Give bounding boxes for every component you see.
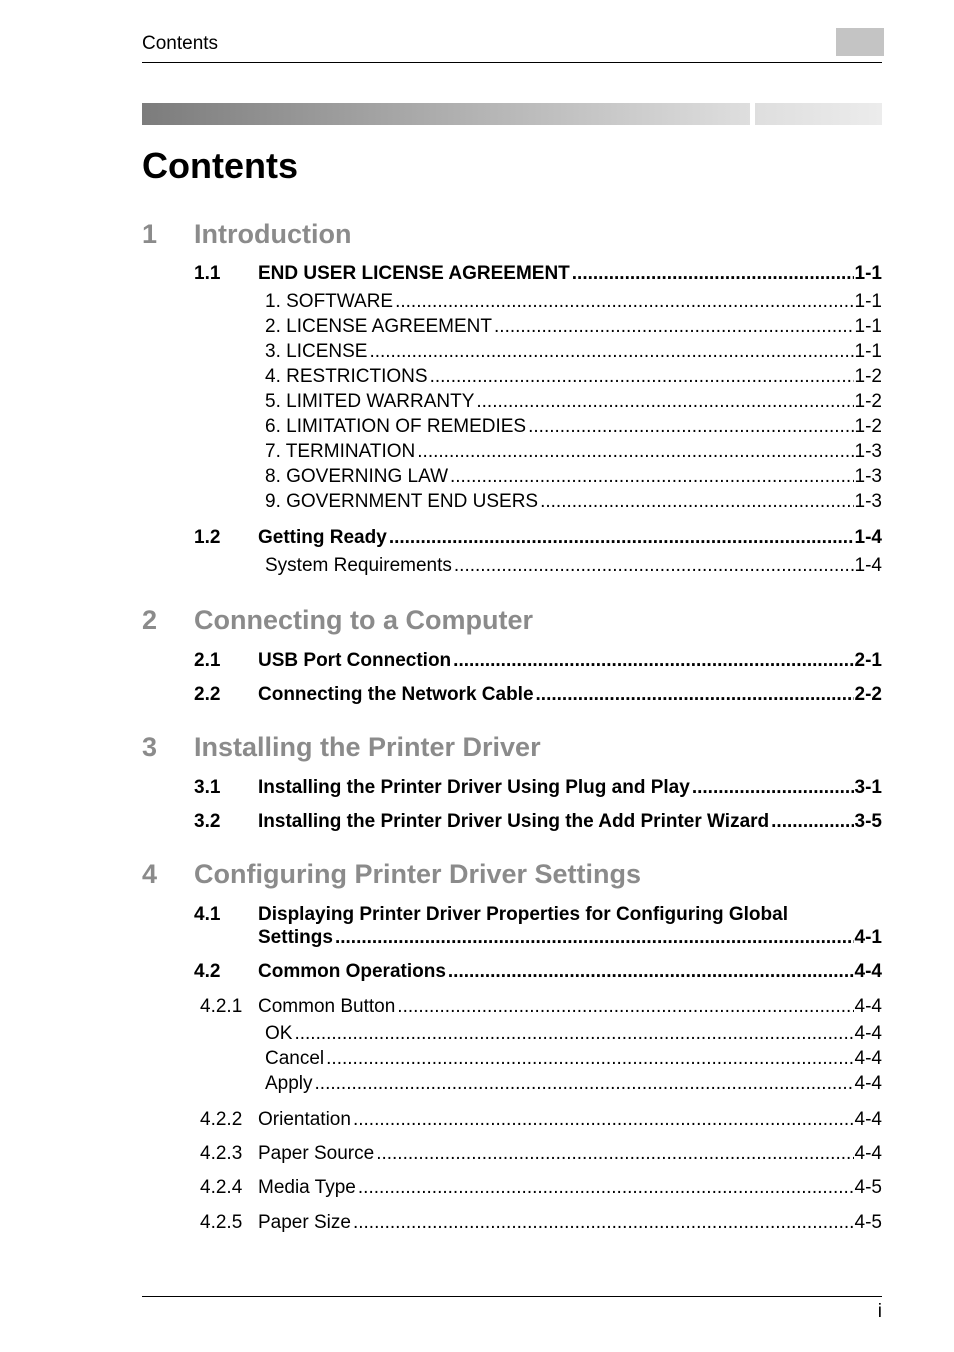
page-ref: 4-4 [854,1073,882,1094]
toc-item[interactable] [265,364,882,389]
subsection-label: Orientation [258,1109,351,1130]
header-rule [142,62,882,63]
section-label-row2 [258,926,882,949]
toc-section[interactable] [194,960,882,983]
section-label-line1: Displaying Printer Driver Properties for Configuring Global [258,904,788,925]
item-label: 5. LIMITED WARRANTY [265,391,475,412]
page-ref: 1-2 [854,391,882,412]
toc-item[interactable] [265,314,882,339]
subsection-label: Paper Source [258,1143,375,1164]
item-label: 3. LICENSE [265,341,368,362]
page-ref: 4-4 [854,996,882,1017]
item-label: System Requirements [265,555,452,576]
page-ref: 1-3 [854,491,882,512]
chapter-title: Introduction [194,219,352,249]
subsection-number: 4.2.5 [200,1212,243,1233]
section-number: 4.1 [194,904,221,925]
page-ref: 1-2 [854,366,882,387]
section-label-line2: Settings [258,927,333,948]
dot-leader [540,489,853,514]
dot-leader [369,339,853,364]
toc-item[interactable] [265,439,882,464]
item-label: Cancel [265,1048,325,1069]
page-ref: 1-1 [854,316,882,337]
toc-subsection[interactable] [200,1141,882,1166]
toc-subsection[interactable] [200,1175,882,1200]
dot-leader [397,994,853,1019]
item-label: 6. LIMITATION OF REMEDIES [265,416,527,437]
page-ref: 1-3 [854,441,882,462]
item-label: 4. RESTRICTIONS [265,366,428,387]
toc-subsection[interactable] [200,1210,882,1235]
dot-leader [326,1046,853,1071]
subsection-label: Paper Size [258,1212,351,1233]
chapter-number: 3 [142,732,158,762]
toc-section[interactable] [194,526,882,549]
dot-leader [417,439,853,464]
toc-item[interactable] [265,414,882,439]
section-number: 4.2 [194,961,221,982]
chapter-number: 1 [142,219,158,249]
page-ref: 1-2 [854,416,882,437]
page-ref: 1-1 [854,341,882,362]
dot-leader [335,926,854,949]
title-banner [142,103,882,125]
dot-leader [454,553,854,578]
section-label: Getting Ready [258,527,387,548]
page-ref: 1-3 [854,466,882,487]
chapter-title: Configuring Printer Driver Settings [194,859,642,889]
toc-section[interactable] [194,262,882,285]
chapter-number: 2 [142,605,158,635]
section-number: 3.2 [194,811,221,832]
item-label: 9. GOVERNMENT END USERS [265,491,539,512]
chapter-title: Connecting to a Computer [194,605,533,635]
dot-leader [494,314,854,339]
page-ref: 4-4 [854,1023,882,1044]
toc-section[interactable] [194,683,882,706]
page-ref: 1-1 [854,291,882,312]
subsection-number: 4.2.4 [200,1177,243,1198]
page-ref: 4-5 [854,1177,882,1198]
dot-leader [376,1141,853,1166]
subsection-label: Common Button [258,996,396,1017]
item-label: 8. GOVERNING LAW [265,466,448,487]
page-ref: 4-4 [854,1048,882,1069]
section-number: 2.1 [194,650,221,671]
item-label: 7. TERMINATION [265,441,416,462]
subsection-label: Media Type [258,1177,356,1198]
page-ref: 4-1 [854,927,882,948]
footer-rule [142,1296,882,1297]
dot-leader [572,262,854,285]
toc-item[interactable] [265,339,882,364]
running-header: Contents [142,33,219,54]
dot-leader [353,1210,854,1235]
dot-leader [536,683,854,706]
toc-section[interactable] [194,810,882,833]
section-label: Common Operations [258,961,446,982]
page-ref: 2-1 [854,650,882,671]
dot-leader [358,1175,854,1200]
header-tab-box [836,28,884,56]
page-ref: 2-2 [854,684,882,705]
page-ref: 4-4 [854,961,882,982]
dot-leader [450,464,854,489]
dot-leader [692,776,854,799]
item-label: OK [265,1023,293,1044]
section-number: 2.2 [194,684,221,705]
page-ref: 4-4 [854,1109,882,1130]
subsection-number: 4.2.1 [200,996,243,1017]
dot-leader [389,526,854,549]
toc-item[interactable] [265,1071,882,1096]
dot-leader [353,1107,854,1132]
section-label: END USER LICENSE AGREEMENT [258,263,570,284]
section-number: 1.1 [194,263,221,284]
toc-subsection[interactable] [200,994,882,1019]
chapter-title: Installing the Printer Driver [194,732,541,762]
page-ref: 3-5 [854,811,882,832]
item-label: Apply [265,1073,313,1094]
section-label: Connecting the Network Cable [258,684,534,705]
dot-leader [771,810,853,833]
dot-leader [528,414,853,439]
section-number: 3.1 [194,777,221,798]
toc-item[interactable] [265,289,882,314]
toc-item[interactable] [265,389,882,414]
dot-leader [448,960,854,983]
dot-leader [453,649,853,672]
footer-page-number: i [877,1301,882,1322]
toc-item[interactable] [265,1021,882,1046]
page-ref: 1-4 [854,555,882,576]
toc-item[interactable] [265,489,882,514]
toc-item[interactable] [265,553,882,578]
page-ref: 3-1 [854,777,882,798]
toc-subsection[interactable] [200,1107,882,1132]
toc-section[interactable] [194,903,882,949]
toc-item[interactable] [265,464,882,489]
banner-divider [750,103,755,125]
subsection-number: 4.2.2 [200,1109,243,1130]
page-ref: 4-4 [854,1143,882,1164]
subsection-number: 4.2.3 [200,1143,243,1164]
chapter-number: 4 [142,859,158,889]
page-title: Contents [142,145,298,186]
dot-leader [395,289,853,314]
dot-leader [430,364,854,389]
dot-leader [294,1021,853,1046]
dot-leader [476,389,853,414]
section-number: 1.2 [194,527,221,548]
section-label: Installing the Printer Driver Using Plug and Play [258,777,690,798]
item-label: 2. LICENSE AGREEMENT [265,316,493,337]
toc-section[interactable] [194,776,882,799]
toc-item[interactable] [265,1046,882,1071]
section-label: Installing the Printer Driver Using the Add Printer Wizard [258,811,770,832]
page-ref: 4-5 [854,1212,882,1233]
page-ref: 1-4 [854,527,882,548]
page-ref: 1-1 [854,263,882,284]
item-label: 1. SOFTWARE [265,291,394,312]
section-label: USB Port Connection [258,650,452,671]
toc-section[interactable] [194,649,882,672]
dot-leader [315,1071,854,1096]
